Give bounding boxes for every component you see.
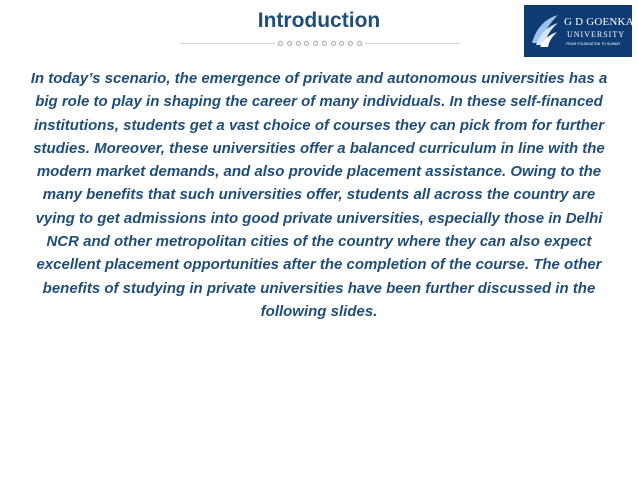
divider-dot <box>313 41 318 46</box>
divider-dot <box>357 41 362 46</box>
divider-line-left <box>180 43 275 44</box>
divider-line-right <box>365 43 460 44</box>
divider-dot <box>339 41 344 46</box>
divider-dot <box>322 41 327 46</box>
logo-name: G D GOENKA <box>564 16 634 28</box>
divider-dot <box>348 41 353 46</box>
wings-emblem-icon <box>524 5 564 57</box>
divider-dot <box>278 41 283 46</box>
logo-tagline: FROM FOUNDATION TO SUMMIT <box>566 42 621 46</box>
divider-dot <box>331 41 336 46</box>
divider-dots <box>278 38 362 48</box>
divider-dot <box>296 41 301 46</box>
slide-title: Introduction <box>257 9 381 32</box>
divider-dot <box>287 41 292 46</box>
intro-paragraph: In today’s scenario, the emergence of private and autonomous universities has a big role to play in shaping the career of many individuals. In these self-financed institutions, students get a vast choice of courses they can pick from for further studies. Moreover, these universities offer a balanced curriculum in line with the modern market demands, and also provide placement assistance. Owing to the many benefits that such universities offer, students all across the country are vying to get admissions into good private universities, especially those in Delhi NCR and other metropolitan cities of the country where they can also expect excellent placement opportunities after the completion of the course. The other benefits of studying in private universities have been further discussed in the following slides. <box>30 70 608 320</box>
logo-subtitle: UNIVERSITY <box>567 30 625 39</box>
title-divider <box>180 37 460 49</box>
university-logo <box>524 5 632 57</box>
divider-dot <box>304 41 309 46</box>
